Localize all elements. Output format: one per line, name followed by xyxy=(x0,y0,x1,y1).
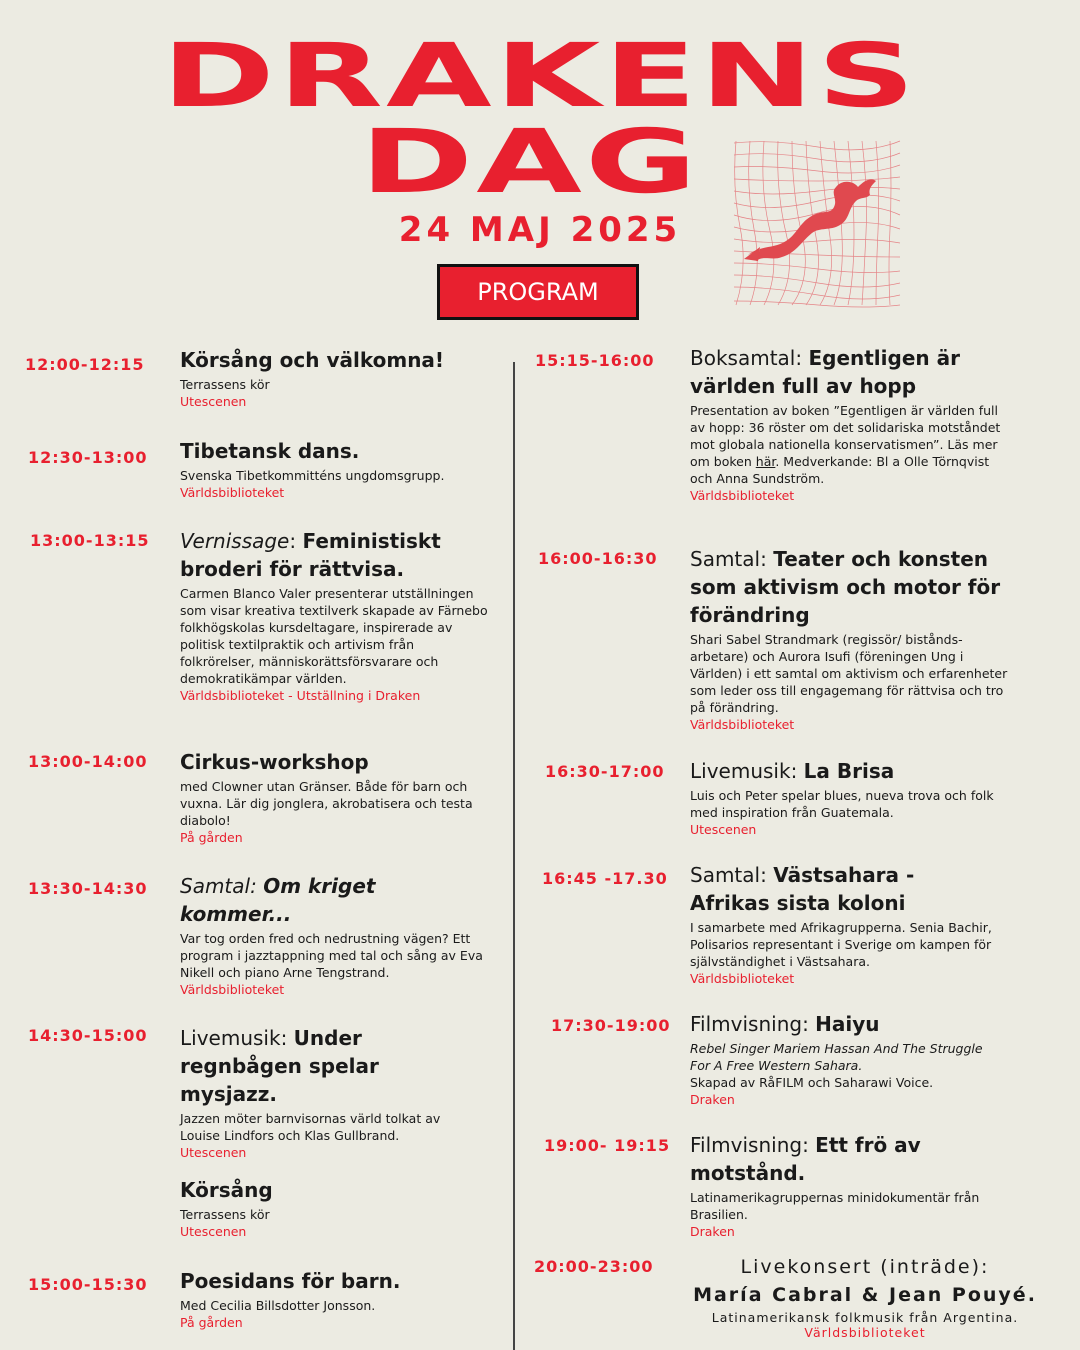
event-item xyxy=(180,1267,480,1331)
dragon-grid-icon xyxy=(730,137,904,309)
event-location: Världsbiblioteket xyxy=(690,488,795,503)
final-artist: María Cabral & Jean Pouyé. xyxy=(693,1284,1037,1306)
event-title: Tibetansk dans. xyxy=(180,439,360,463)
event-item xyxy=(180,872,492,998)
time-label: 15:15-16:00 xyxy=(535,351,655,370)
event-item xyxy=(180,1176,480,1240)
event-date: 24 MAJ 2025 xyxy=(398,210,682,250)
event-desc: Carmen Blanco Valer presenterar utställningen som visar kreativa textilverk skapade av Färnebo folkhögskolas kursdeltagare, inspirerade av politisk textilpraktik och artivism från folkrörelser, människorättsförsvarare och demokratikämpar världen. xyxy=(180,586,488,686)
event-title: Poesidans för barn. xyxy=(180,1269,401,1293)
event-location: Världsbiblioteket xyxy=(690,971,795,986)
event-location: Utescenen xyxy=(180,1224,247,1239)
event-item xyxy=(180,527,490,704)
event-location: På gården xyxy=(180,1315,243,1330)
event-item xyxy=(690,861,1000,987)
final-location: Världsbiblioteket xyxy=(804,1325,926,1340)
time-label: 19:00- 19:15 xyxy=(544,1136,671,1155)
time-label: 13:00-14:00 xyxy=(28,752,148,771)
event-item xyxy=(180,1024,480,1161)
event-title: Filmvisning: Ett frö av motstånd. xyxy=(690,1133,921,1185)
event-item xyxy=(180,748,480,846)
final-concert xyxy=(670,1256,1060,1340)
event-desc: Presentation av boken ”Egentligen är världen full av hopp: 36 röster om det solidariska motståndet mot globala nationella konservatismen”. Läs mer om boken här. Medverkande: Bl a Olle Törnqvist och Anna Sundström. xyxy=(690,403,1001,486)
time-label: 16:00-16:30 xyxy=(538,549,658,568)
event-title: Boksamtal: Egentligen är världen full av hopp xyxy=(690,346,960,398)
event-item xyxy=(690,545,1008,733)
event-location: Draken xyxy=(690,1224,735,1239)
event-desc: Terrassens kör xyxy=(180,1207,270,1222)
event-location: Världsbiblioteket - Utställning i Draken xyxy=(180,688,421,703)
event-title: Samtal: Västsahara - Afrikas sista koloni xyxy=(690,863,915,915)
event-desc: Terrassens kör xyxy=(180,377,270,392)
event-location: Utescenen xyxy=(180,1145,247,1160)
event-item xyxy=(180,437,500,501)
time-label: 13:00-13:15 xyxy=(30,531,150,550)
event-title: Vernissage: Feministiskt broderi för rättvisa. xyxy=(180,529,441,581)
event-title: Körsång xyxy=(180,1178,273,1202)
event-desc: Latinamerikagruppernas minidokumentär från Brasilien. xyxy=(690,1190,980,1222)
column-divider xyxy=(513,362,515,1350)
event-title: Samtal: Om kriget kommer... xyxy=(180,874,376,926)
event-item xyxy=(690,1010,990,1108)
event-location: Utescenen xyxy=(690,822,757,837)
event-desc: Med Cecilia Billsdotter Jonsson. xyxy=(180,1298,376,1313)
title-line-1: DRAKENS xyxy=(161,24,919,127)
time-label: 20:00-23:00 xyxy=(534,1257,654,1276)
event-location: På gården xyxy=(180,830,243,845)
time-label: 17:30-19:00 xyxy=(551,1016,671,1035)
event-desc: Jazzen möter barnvisornas värld tolkat av Louise Lindfors och Klas Gullbrand. xyxy=(180,1111,441,1143)
time-label: 13:30-14:30 xyxy=(28,879,148,898)
event-title: Filmvisning: Haiyu xyxy=(690,1012,880,1036)
event-desc: Rebel Singer Mariem Hassan And The Struggle For A Free Western Sahara. Skapad av RåFILM och Saharawi Voice. xyxy=(690,1041,983,1090)
time-label: 15:00-15:30 xyxy=(28,1275,148,1294)
event-desc: Shari Sabel Strandmark (regissör/ bistånds-arbetare) och Aurora Isufi (föreningen Ung i Världen) i ett samtal om aktivism och erfarenheter som leder oss till engagemang för rättvisa och tro på förändring. xyxy=(690,632,1008,715)
event-title: Körsång och välkomna! xyxy=(180,348,445,372)
event-location: Världsbiblioteket xyxy=(180,982,285,997)
time-label: 16:30-17:00 xyxy=(545,762,665,781)
event-desc: Var tog orden fred och nedrustning vägen? Ett program i jazztappning med tal och sång av Eva Nikell och piano Arne Tengstrand. xyxy=(180,931,483,980)
event-item xyxy=(690,344,1010,504)
event-item xyxy=(690,1131,990,1240)
event-desc: Svenska Tibetkommitténs ungdomsgrupp. xyxy=(180,468,445,483)
event-item xyxy=(180,346,500,410)
event-title: Livemusik: La Brisa xyxy=(690,759,895,783)
time-label: 12:00-12:15 xyxy=(25,355,145,374)
read-more-link[interactable]: här xyxy=(755,454,776,469)
event-title: Cirkus-workshop xyxy=(180,750,369,774)
event-desc: I samarbete med Afrikagrupperna. Senia Bachir, Polisarios representant i Sverige om kampen för självständighet i Västsahara. xyxy=(690,920,992,969)
time-label: 14:30-15:00 xyxy=(28,1026,148,1045)
title-line-2: DAG xyxy=(359,110,701,213)
event-location: Världsbiblioteket xyxy=(180,485,285,500)
event-title: Samtal: Teater och konsten som aktivism och motor för förändring xyxy=(690,547,1001,627)
event-location: Världsbiblioteket xyxy=(690,717,795,732)
event-desc: Luis och Peter spelar blues, nueva trova och folk med inspiration från Guatemala. xyxy=(690,788,994,820)
time-label: 16:45 -17.30 xyxy=(542,869,668,888)
event-item xyxy=(690,757,1008,838)
event-title: Livemusik: Under regnbågen spelar mysjazz. xyxy=(180,1026,379,1106)
event-location: Draken xyxy=(690,1092,735,1107)
event-location: Utescenen xyxy=(180,394,247,409)
event-desc: med Clowner utan Gränser. Både för barn och vuxna. Lär dig jonglera, akrobatisera och testa diabolo! xyxy=(180,779,473,828)
time-label: 12:30-13:00 xyxy=(28,448,148,467)
final-desc: Latinamerikansk folkmusik från Argentina. xyxy=(711,1310,1019,1325)
program-button[interactable]: PROGRAM xyxy=(437,264,639,320)
final-pre: Livekonsert (inträde): xyxy=(740,1256,990,1278)
